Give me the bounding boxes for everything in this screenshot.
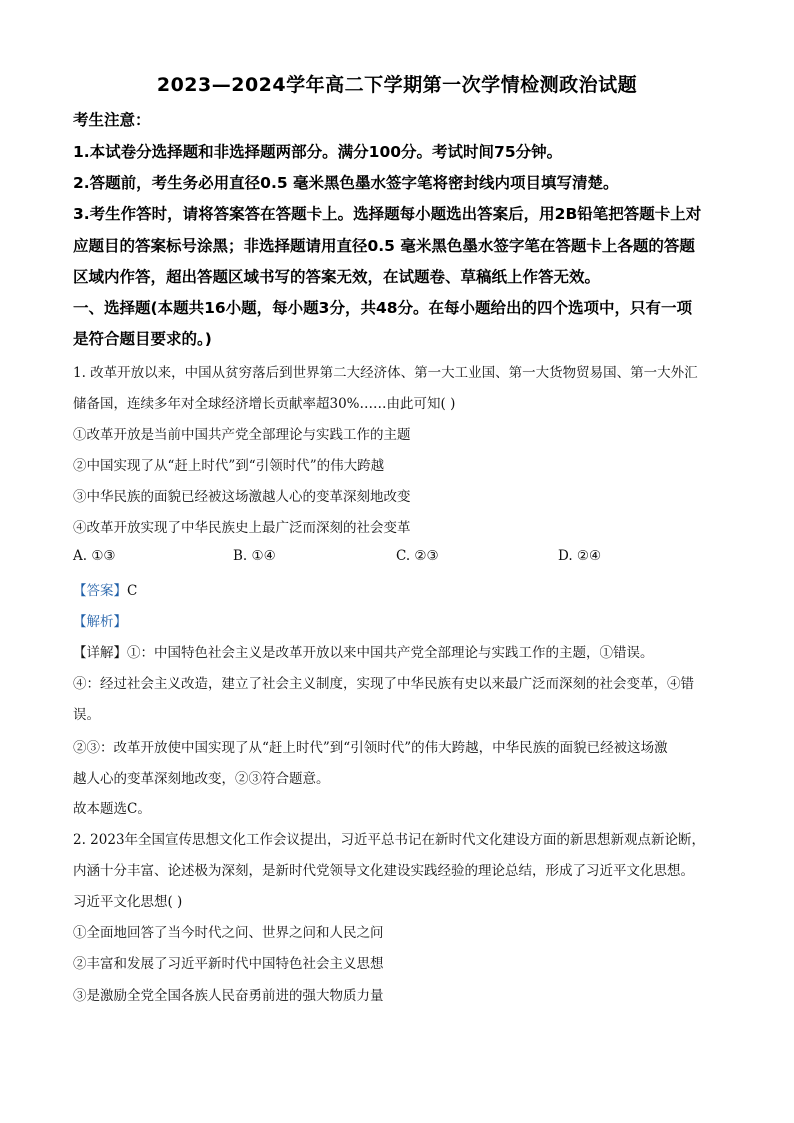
detail-tag: 【详解】 xyxy=(73,645,127,661)
q2-statement-1: ①全面地回答了当今时代之问、世界之问和人民之问 xyxy=(73,925,384,941)
q1-option-a: A. ①③ xyxy=(73,548,116,564)
notice-item-1: 1.本试卷分选择题和非选择题两部分。满分100分。考试时间75分钟。 xyxy=(73,143,563,161)
q1-option-b: B. ①④ xyxy=(233,548,276,564)
q1-detail-1 xyxy=(73,641,733,661)
q2-stem-end: 习近平文化思想( ) xyxy=(73,894,183,910)
q2-stem-cont: 内涵十分丰富、论述极为深刻，是新时代党领导文化建设实践经验的理论总结，形成了习近平文化思想。 xyxy=(73,863,694,879)
page-title: 2023—2024学年高二下学期第一次学情检测政治试题 xyxy=(156,74,638,96)
notice-item-3-end: 区域内作答，超出答题区域书写的答案无效，在试题卷、草稿纸上作答无效。 xyxy=(73,268,601,286)
detail-text-1: ①：中国特色社会主义是改革开放以来中国共产党全部理论与实践工作的主题，①错误。 xyxy=(127,645,654,661)
q1-stem-cont: 储备国，连续多年对全球经济增长贡献率超30%……由此可知( ) xyxy=(73,396,456,412)
answer-tag: 【答案】 xyxy=(73,583,127,599)
notice-item-3-cont: 应题目的答案标号涂黑；非选择题请用直径0.5 毫米黑色墨水签字笔在答题卡上各题的答题 xyxy=(73,237,695,255)
q1-detail-2: ④：经过社会主义改造，建立了社会主义制度，实现了中华民族有史以来最广泛而深刻的社会变革，④错 xyxy=(73,676,694,692)
notice-item-3: 3.考生作答时，请将答案答在答题卡上。选择题每小题选出答案后，用2B铅笔把答题卡上对 xyxy=(73,205,702,223)
answer-value: C xyxy=(127,583,138,599)
q1-statement-3: ③中华民族的面貌已经被这场激越人心的变革深刻地改变 xyxy=(73,489,411,505)
q1-option-c: C. ②③ xyxy=(396,548,439,564)
q1-answer xyxy=(73,579,733,599)
q2-stem: 2. 2023年全国宣传思想文化工作会议提出，习近平总书记在新时代文化建设方面的新思想新观点新论断， xyxy=(73,832,706,848)
q2-statement-2: ②丰富和发展了习近平新时代中国特色社会主义思想 xyxy=(73,956,384,972)
section-heading: 一、选择题(本题共16小题，每小题3分，共48分。在每小题给出的四个选项中，只有一项 xyxy=(73,299,693,317)
analysis-tag: 【解析】 xyxy=(73,614,127,630)
notice-heading: 考生注意： xyxy=(73,111,151,129)
q1-option-d: D. ②④ xyxy=(558,548,602,564)
q1-stem: 1. 改革开放以来，中国从贫穷落后到世界第二大经济体、第一大工业国、第一大货物贸易国、第一大外汇 xyxy=(73,365,698,381)
q1-analysis xyxy=(73,610,733,630)
q1-statement-2: ②中国实现了从“赶上时代”到“引领时代”的伟大跨越 xyxy=(73,458,385,474)
q1-statement-4: ④改革开放实现了中华民族史上最广泛而深刻的社会变革 xyxy=(73,520,411,536)
q1-detail-3: ②③：改革开放使中国实现了从“赶上时代”到“引领时代”的伟大跨越，中华民族的面貌已经被这场激 xyxy=(73,740,668,756)
q2-statement-3: ③是激励全党全国各族人民奋勇前进的强大物质力量 xyxy=(73,988,384,1004)
section-heading-cont: 是符合题目要求的。) xyxy=(73,330,212,348)
notice-item-2: 2.答题前，考生务必用直径0.5 毫米黑色墨水签字笔将密封线内项目填写清楚。 xyxy=(73,174,619,192)
q1-detail-2-cont: 误。 xyxy=(73,707,100,723)
q1-detail-3-cont: 越人心的变革深刻地改变，②③符合题意。 xyxy=(73,771,330,787)
q1-conclusion: 故本题选C。 xyxy=(73,801,151,817)
q1-statement-1: ①改革开放是当前中国共产党全部理论与实践工作的主题 xyxy=(73,427,411,443)
